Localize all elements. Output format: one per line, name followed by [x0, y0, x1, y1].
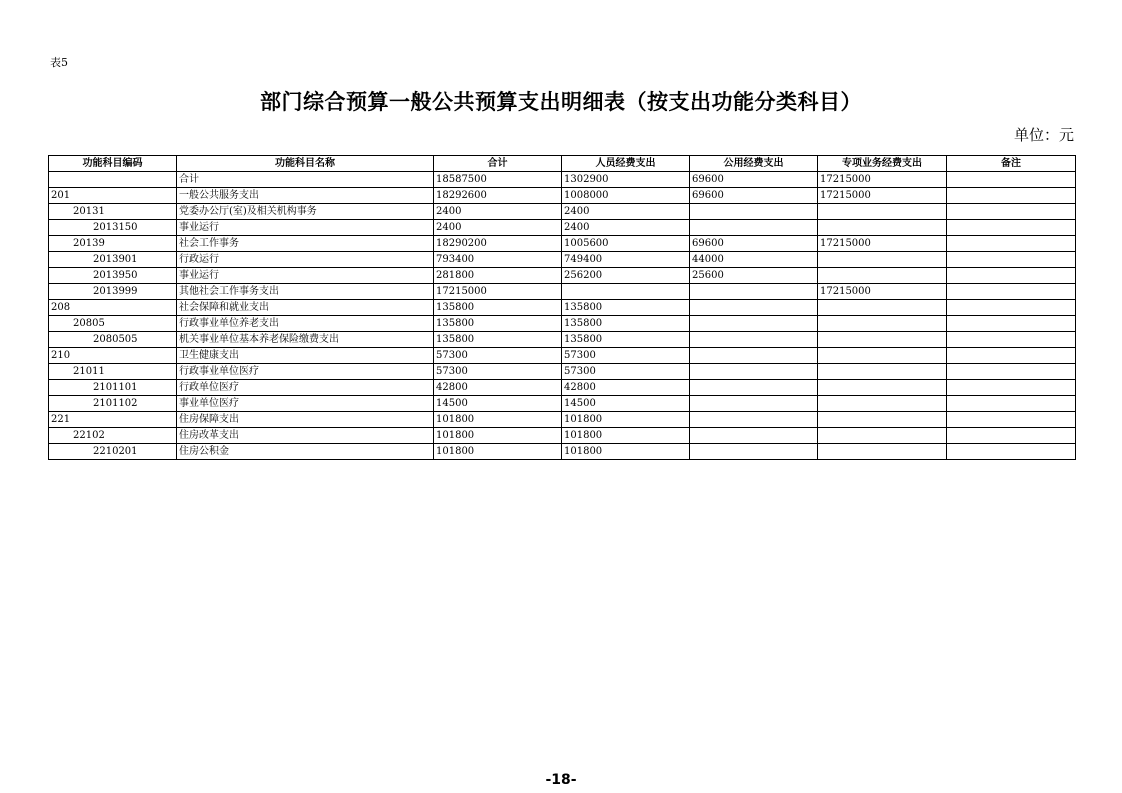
cell-note: [947, 332, 1076, 348]
cell-public: 25600: [690, 268, 818, 284]
cell-public: [690, 412, 818, 428]
cell-special: [818, 412, 947, 428]
table-row: [49, 284, 1076, 300]
cell-code: 20139: [49, 236, 177, 252]
cell-note: [947, 348, 1076, 364]
cell-total: 101800: [434, 412, 562, 428]
cell-name: 住房改革支出: [177, 428, 434, 444]
cell-code: 208: [49, 300, 177, 316]
cell-code: 221: [49, 412, 177, 428]
cell-public: [690, 444, 818, 460]
table-body: [49, 172, 1076, 460]
table-row: [49, 172, 1076, 188]
cell-note: [947, 380, 1076, 396]
cell-special: 17215000: [818, 284, 947, 300]
cell-note: [947, 252, 1076, 268]
cell-public: 44000: [690, 252, 818, 268]
cell-public: 69600: [690, 172, 818, 188]
cell-code: 2101101: [49, 380, 177, 396]
cell-special: [818, 332, 947, 348]
cell-code: 2013901: [49, 252, 177, 268]
cell-code: 20131: [49, 204, 177, 220]
cell-public: [690, 332, 818, 348]
table-row: [49, 396, 1076, 412]
cell-code: [49, 172, 177, 188]
cell-total: 17215000: [434, 284, 562, 300]
table-header-row: [49, 156, 1076, 172]
cell-personnel: 101800: [562, 444, 690, 460]
cell-code: 201: [49, 188, 177, 204]
cell-special: [818, 204, 947, 220]
cell-total: 18587500: [434, 172, 562, 188]
cell-note: [947, 412, 1076, 428]
cell-total: 101800: [434, 428, 562, 444]
cell-name: 党委办公厅(室)及相关机构事务: [177, 204, 434, 220]
cell-personnel: 57300: [562, 348, 690, 364]
cell-special: 17215000: [818, 188, 947, 204]
table-row: [49, 300, 1076, 316]
cell-special: 17215000: [818, 172, 947, 188]
cell-name: 住房保障支出: [177, 412, 434, 428]
cell-total: 135800: [434, 316, 562, 332]
cell-total: 135800: [434, 300, 562, 316]
cell-personnel: 42800: [562, 380, 690, 396]
cell-personnel: 256200: [562, 268, 690, 284]
cell-total: 18292600: [434, 188, 562, 204]
budget-table: [48, 155, 1076, 460]
cell-special: [818, 380, 947, 396]
cell-personnel: 1005600: [562, 236, 690, 252]
cell-name: 行政运行: [177, 252, 434, 268]
column-header-total: 合计: [434, 156, 562, 172]
cell-note: [947, 268, 1076, 284]
cell-name: 行政单位医疗: [177, 380, 434, 396]
cell-note: [947, 428, 1076, 444]
cell-special: [818, 316, 947, 332]
cell-personnel: 2400: [562, 204, 690, 220]
cell-code: 22102: [49, 428, 177, 444]
cell-total: 101800: [434, 444, 562, 460]
cell-name: 事业运行: [177, 268, 434, 284]
cell-note: [947, 444, 1076, 460]
cell-public: [690, 380, 818, 396]
cell-personnel: 101800: [562, 428, 690, 444]
cell-note: [947, 316, 1076, 332]
cell-code: 2013999: [49, 284, 177, 300]
cell-name: 卫生健康支出: [177, 348, 434, 364]
cell-public: [690, 316, 818, 332]
cell-personnel: 1302900: [562, 172, 690, 188]
cell-total: 18290200: [434, 236, 562, 252]
cell-total: 135800: [434, 332, 562, 348]
table-row: [49, 188, 1076, 204]
table-row: [49, 380, 1076, 396]
table-row: [49, 364, 1076, 380]
table-row: [49, 236, 1076, 252]
column-header-name: 功能科目名称: [177, 156, 434, 172]
cell-name: 机关事业单位基本养老保险缴费支出: [177, 332, 434, 348]
cell-public: 69600: [690, 188, 818, 204]
page-title: 部门综合预算一般公共预算支出明细表（按支出功能分类科目）: [260, 90, 862, 114]
cell-special: [818, 396, 947, 412]
cell-total: 57300: [434, 348, 562, 364]
cell-total: 2400: [434, 220, 562, 236]
cell-code: 20805: [49, 316, 177, 332]
page-number: -18-: [545, 772, 577, 788]
cell-name: 事业运行: [177, 220, 434, 236]
cell-special: 17215000: [818, 236, 947, 252]
cell-personnel: 749400: [562, 252, 690, 268]
cell-code: 2013950: [49, 268, 177, 284]
table-row: [49, 332, 1076, 348]
cell-code: 210: [49, 348, 177, 364]
cell-note: [947, 300, 1076, 316]
table-row: [49, 412, 1076, 428]
cell-note: [947, 364, 1076, 380]
cell-code: 2080505: [49, 332, 177, 348]
cell-total: 57300: [434, 364, 562, 380]
cell-public: [690, 284, 818, 300]
cell-public: [690, 396, 818, 412]
cell-total: 281800: [434, 268, 562, 284]
cell-public: [690, 364, 818, 380]
cell-public: 69600: [690, 236, 818, 252]
cell-code: 2013150: [49, 220, 177, 236]
cell-total: 42800: [434, 380, 562, 396]
cell-special: [818, 348, 947, 364]
cell-public: [690, 220, 818, 236]
cell-personnel: 135800: [562, 300, 690, 316]
cell-note: [947, 204, 1076, 220]
table-number: 表5: [50, 56, 68, 69]
cell-personnel: 135800: [562, 316, 690, 332]
cell-public: [690, 300, 818, 316]
cell-personnel: 135800: [562, 332, 690, 348]
cell-name: 一般公共服务支出: [177, 188, 434, 204]
cell-note: [947, 172, 1076, 188]
cell-special: [818, 364, 947, 380]
cell-name: 社会工作事务: [177, 236, 434, 252]
column-header-personnel: 人员经费支出: [562, 156, 690, 172]
cell-personnel: [562, 284, 690, 300]
cell-personnel: 57300: [562, 364, 690, 380]
table-row: [49, 444, 1076, 460]
cell-special: [818, 220, 947, 236]
cell-public: [690, 428, 818, 444]
table-row: [49, 268, 1076, 284]
column-header-public: 公用经费支出: [690, 156, 818, 172]
cell-note: [947, 236, 1076, 252]
cell-note: [947, 188, 1076, 204]
table-row: [49, 252, 1076, 268]
cell-total: 793400: [434, 252, 562, 268]
cell-personnel: 14500: [562, 396, 690, 412]
cell-public: [690, 348, 818, 364]
cell-personnel: 2400: [562, 220, 690, 236]
cell-special: [818, 252, 947, 268]
cell-note: [947, 220, 1076, 236]
cell-code: 2210201: [49, 444, 177, 460]
cell-special: [818, 300, 947, 316]
cell-special: [818, 428, 947, 444]
column-header-note: 备注: [947, 156, 1076, 172]
cell-name: 事业单位医疗: [177, 396, 434, 412]
cell-total: 14500: [434, 396, 562, 412]
cell-name: 行政事业单位养老支出: [177, 316, 434, 332]
cell-note: [947, 284, 1076, 300]
cell-total: 2400: [434, 204, 562, 220]
column-header-special: 专项业务经费支出: [818, 156, 947, 172]
cell-personnel: 1008000: [562, 188, 690, 204]
table-row: [49, 428, 1076, 444]
cell-name: 行政事业单位医疗: [177, 364, 434, 380]
cell-name: 其他社会工作事务支出: [177, 284, 434, 300]
cell-name: 住房公积金: [177, 444, 434, 460]
table-row: [49, 316, 1076, 332]
table-row: [49, 220, 1076, 236]
cell-personnel: 101800: [562, 412, 690, 428]
column-header-code: 功能科目编码: [49, 156, 177, 172]
cell-name: 社会保障和就业支出: [177, 300, 434, 316]
cell-special: [818, 444, 947, 460]
cell-name: 合计: [177, 172, 434, 188]
unit-label: 单位：元: [1013, 126, 1074, 144]
cell-code: 21011: [49, 364, 177, 380]
cell-note: [947, 396, 1076, 412]
table-row: [49, 204, 1076, 220]
cell-public: [690, 204, 818, 220]
table-row: [49, 348, 1076, 364]
cell-special: [818, 268, 947, 284]
cell-code: 2101102: [49, 396, 177, 412]
